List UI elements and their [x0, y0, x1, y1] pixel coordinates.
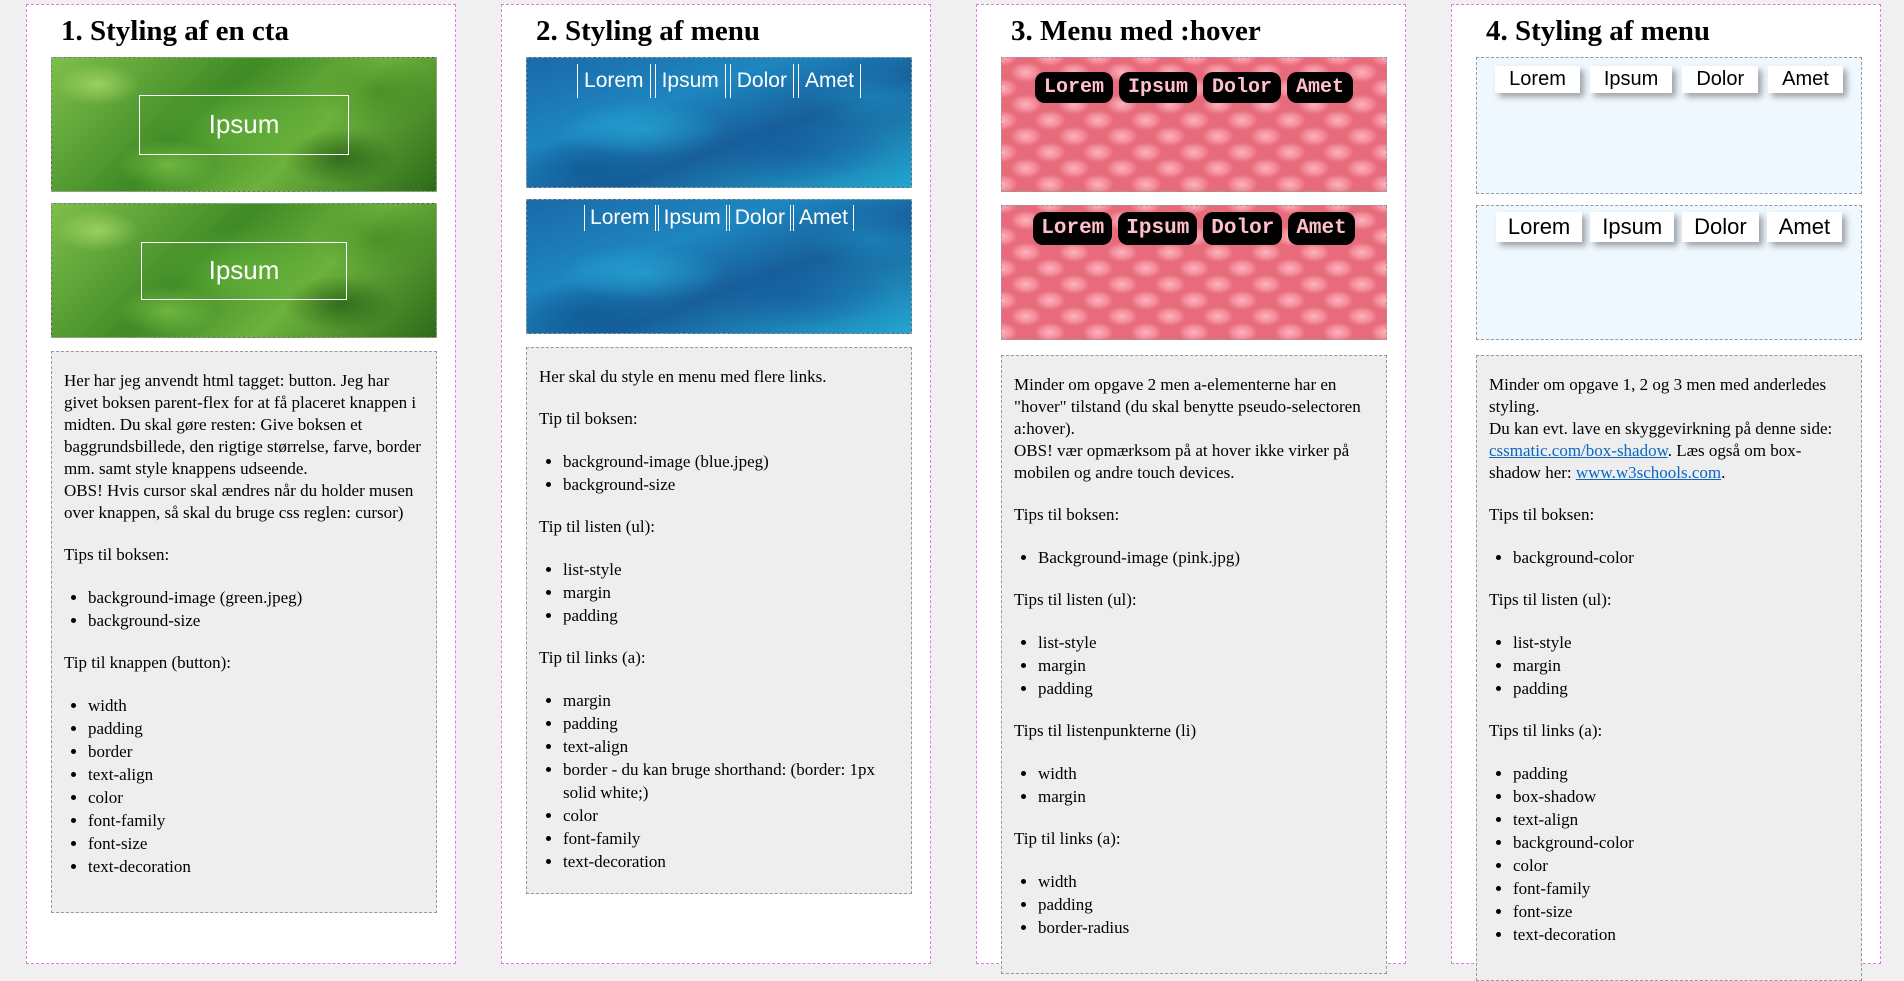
- menu-list: [1002, 212, 1386, 245]
- menu-box: [1476, 205, 1862, 340]
- list-item: • margin: [1513, 654, 1849, 677]
- list-item: • margin: [1038, 654, 1374, 677]
- list-item: • background-color: [1513, 546, 1849, 569]
- menu-box: [526, 199, 912, 334]
- menu-link-ipsum[interactable]: Ipsum: [658, 205, 727, 231]
- menu-link-lorem[interactable]: Lorem: [577, 64, 651, 98]
- menu-link-lorem[interactable]: Lorem: [584, 205, 656, 231]
- menu-link-amet[interactable]: Amet: [798, 64, 861, 98]
- menu-link-ipsum[interactable]: Ipsum: [655, 64, 726, 98]
- intro-text: Du kan evt. lave en skyggevirkning på denne side:: [1489, 419, 1833, 438]
- tip-list: [64, 586, 424, 632]
- exercise-title: 3. Menu med :hover: [1011, 15, 1261, 47]
- list-item: • background-color: [1513, 831, 1849, 854]
- w3schools-link[interactable]: www.w3schools.com: [1575, 463, 1722, 482]
- instructions-box: [1001, 355, 1387, 974]
- list-item: • border - du kan bruge shorthand: (border: 1px solid white;): [563, 758, 899, 804]
- intro-text: OBS! Hvis cursor skal ændres når du holder musen over knappen, så skal du bruge css reglen: cursor): [64, 481, 414, 522]
- exercise-title: 4. Styling af menu: [1486, 15, 1710, 47]
- menu-link-lorem[interactable]: Lorem: [1035, 72, 1113, 103]
- menu-link-amet[interactable]: Amet: [1287, 72, 1353, 103]
- intro-text: . Læs også om box-shadow her:: [1489, 441, 1802, 482]
- intro-text: Minder om opgave 1, 2 og 3 men med anderledes styling.: [1489, 375, 1827, 416]
- list-item: • Background-image (pink.jpg): [1038, 546, 1374, 569]
- list-item: • padding: [563, 712, 899, 735]
- list-item: • color: [1513, 854, 1849, 877]
- intro-text: OBS! vær opmærksom på at hover ikke virker på mobilen og andre touch devices.: [1014, 441, 1350, 482]
- menu-link-lorem[interactable]: Lorem: [1495, 66, 1580, 93]
- exercise-card-4: [1451, 4, 1881, 964]
- menu-list: [527, 205, 911, 231]
- list-item: • padding: [1038, 677, 1374, 700]
- list-item: • font-family: [563, 827, 899, 850]
- list-item: • font-family: [1513, 877, 1849, 900]
- list-item: • list-style: [1038, 631, 1374, 654]
- list-item: • list-style: [563, 558, 899, 581]
- list-item: • text-decoration: [563, 850, 899, 873]
- list-item: • margin: [1038, 785, 1374, 808]
- list-item: • border: [88, 740, 424, 763]
- exercise-card-2: [501, 4, 931, 964]
- menu-link-dolor[interactable]: Dolor: [1682, 66, 1758, 93]
- menu-list: [1477, 66, 1861, 93]
- list-item: • background-image (blue.jpeg): [563, 450, 899, 473]
- menu-link-dolor[interactable]: Dolor: [1203, 212, 1282, 245]
- list-item: • text-align: [563, 735, 899, 758]
- list-item: • padding: [1038, 893, 1374, 916]
- tip-list: [539, 558, 899, 627]
- instructions-box: [51, 351, 437, 913]
- intro-text: Her har jeg anvendt html tagget: button. Jeg har givet boksen parent-flex for at få placeret knappen i midten. Du skal gøre resten: Give boksen et baggrundsbillede, den rigtige størrelse, farve, border mm. samt style knappens udseende.: [64, 371, 421, 478]
- cta-box: [51, 203, 437, 338]
- tip-list: [64, 694, 424, 878]
- tip-list: [1014, 546, 1374, 569]
- list-item: • text-align: [88, 763, 424, 786]
- tip-list: [1489, 631, 1849, 700]
- list-item: • border-radius: [1038, 916, 1374, 939]
- tip-heading: Tip til knappen (button):: [64, 653, 232, 672]
- tip-heading: Tips til listen (ul):: [1489, 590, 1612, 609]
- tip-heading: Tip til links (a):: [539, 648, 646, 667]
- tip-heading: Tips til boksen:: [1014, 505, 1120, 524]
- tip-heading: Tips til boksen:: [1489, 505, 1595, 524]
- menu-link-ipsum[interactable]: Ipsum: [1118, 212, 1197, 245]
- menu-list: [527, 64, 911, 98]
- list-item: • padding: [1513, 762, 1849, 785]
- list-item: • margin: [563, 689, 899, 712]
- list-item: • color: [88, 786, 424, 809]
- list-item: • box-shadow: [1513, 785, 1849, 808]
- tip-list: [1014, 631, 1374, 700]
- menu-box: [1476, 57, 1862, 194]
- list-item: • padding: [563, 604, 899, 627]
- exercise-card-3: [976, 4, 1406, 964]
- list-item: • background-size: [88, 609, 424, 632]
- menu-link-dolor[interactable]: Dolor: [1682, 212, 1759, 242]
- cssmatic-link[interactable]: cssmatic.com/box-shadow: [1489, 441, 1668, 460]
- list-item: • width: [1038, 870, 1374, 893]
- intro-text: .: [1721, 463, 1726, 482]
- tip-list: [1014, 762, 1374, 808]
- list-item: • text-decoration: [88, 855, 424, 878]
- menu-link-amet[interactable]: Amet: [1288, 212, 1354, 245]
- tip-list: [1489, 762, 1849, 946]
- menu-list: [1002, 72, 1386, 103]
- tip-list: [1489, 546, 1849, 569]
- intro-text: Minder om opgave 2 men a-elementerne har en "hover" tilstand (du skal benytte pseudo-selectoren a:hover).: [1014, 375, 1361, 438]
- menu-link-ipsum[interactable]: Ipsum: [1590, 212, 1674, 242]
- menu-box: [526, 57, 912, 188]
- list-item: • width: [1038, 762, 1374, 785]
- instructions-box: [526, 347, 912, 894]
- tip-heading: Tip til listen (ul):: [539, 517, 656, 536]
- exercise-card-1: [26, 4, 456, 964]
- menu-link-amet[interactable]: Amet: [1768, 66, 1843, 93]
- menu-link-ipsum[interactable]: Ipsum: [1590, 66, 1672, 93]
- cta-button[interactable]: Ipsum: [141, 242, 347, 300]
- list-item: • background-size: [563, 473, 899, 496]
- instructions-box: [1476, 355, 1862, 981]
- menu-link-dolor[interactable]: Dolor: [729, 205, 791, 231]
- list-item: • color: [563, 804, 899, 827]
- tip-heading: Tips til boksen:: [64, 545, 170, 564]
- menu-box: [1001, 205, 1387, 340]
- menu-link-dolor[interactable]: Dolor: [730, 64, 794, 98]
- menu-link-dolor[interactable]: Dolor: [1203, 72, 1281, 103]
- menu-link-lorem[interactable]: Lorem: [1496, 212, 1582, 242]
- cta-button[interactable]: Ipsum: [139, 95, 349, 155]
- list-item: • font-family: [88, 809, 424, 832]
- list-item: • padding: [88, 717, 424, 740]
- tip-list: [539, 450, 899, 496]
- menu-link-amet[interactable]: Amet: [793, 205, 854, 231]
- list-item: • text-decoration: [1513, 923, 1849, 946]
- list-item: • width: [88, 694, 424, 717]
- instructions-intro: [1489, 374, 1849, 484]
- list-item: • text-align: [1513, 808, 1849, 831]
- menu-link-lorem[interactable]: Lorem: [1033, 212, 1112, 245]
- list-item: • list-style: [1513, 631, 1849, 654]
- list-item: • padding: [1513, 677, 1849, 700]
- tip-heading: Tip til boksen:: [539, 409, 638, 428]
- tip-list: [539, 689, 899, 873]
- tip-heading: Tips til links (a):: [1489, 721, 1603, 740]
- tip-heading: Tips til listenpunkterne (li): [1014, 721, 1197, 740]
- tip-heading: Tips til listen (ul):: [1014, 590, 1137, 609]
- list-item: • font-size: [88, 832, 424, 855]
- list-item: • background-image (green.jpeg): [88, 586, 424, 609]
- tip-heading: Tip til links (a):: [1014, 829, 1121, 848]
- menu-link-amet[interactable]: Amet: [1767, 212, 1842, 242]
- instructions-intro: [64, 370, 424, 524]
- exercise-title: 1. Styling af en cta: [61, 15, 289, 47]
- menu-box: [1001, 57, 1387, 192]
- intro-text: Her skal du style en menu med flere links.: [539, 367, 827, 386]
- menu-list: [1477, 212, 1861, 242]
- exercise-title: 2. Styling af menu: [536, 15, 760, 47]
- tip-list: [1014, 870, 1374, 939]
- menu-link-ipsum[interactable]: Ipsum: [1119, 72, 1197, 103]
- cta-box: [51, 57, 437, 192]
- list-item: • margin: [563, 581, 899, 604]
- instructions-intro: [1014, 374, 1374, 484]
- list-item: • font-size: [1513, 900, 1849, 923]
